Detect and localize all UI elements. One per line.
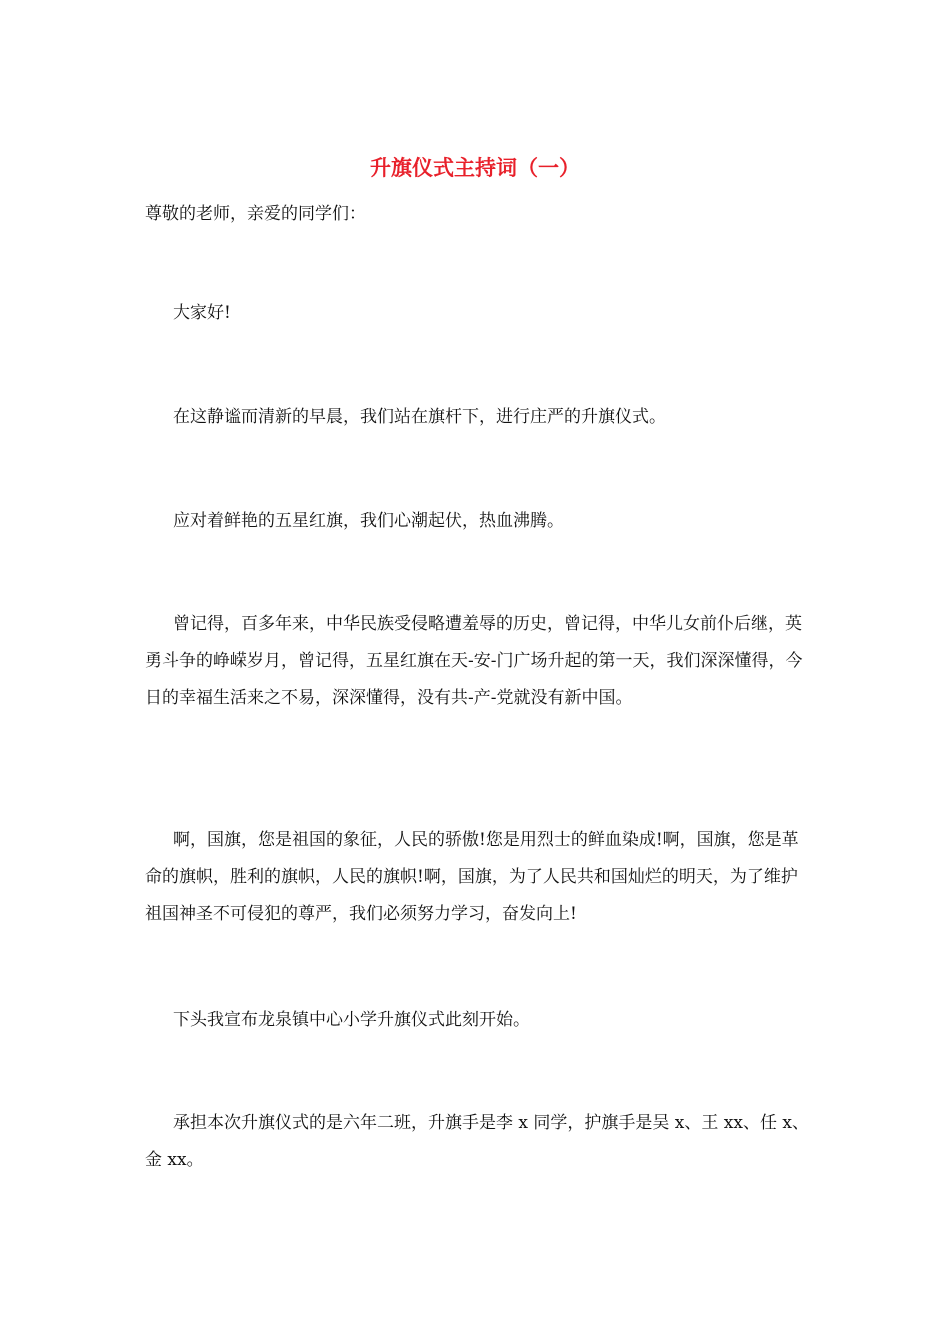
paragraph-ode: 啊，国旗，您是祖国的象征，人民的骄傲!您是用烈士的鲜血染成!啊，国旗，您是革命的旗帜，胜利的旗帜，人民的旗帜!啊，国旗，为了人民共和国灿烂的明天，为了维护祖国神圣不可侵犯的尊严，我们必须努力学习，奋发向上! bbox=[145, 830, 799, 924]
paragraph-greeting: 大家好! bbox=[173, 303, 231, 323]
document-title: 升旗仪式主持词（一） bbox=[370, 156, 580, 180]
paragraph-flag-team: 承担本次升旗仪式的是六年二班，升旗手是李 x 同学，护旗手是吴 x、王 xx、任 x、金 xx。 bbox=[145, 1113, 809, 1170]
paragraph-morning: 在这静谧而清新的早晨，我们站在旗杆下，进行庄严的升旗仪式。 bbox=[173, 407, 666, 427]
salutation: 尊敬的老师，亲爱的同学们： bbox=[145, 204, 366, 224]
paragraph-history: 曾记得，百多年来，中华民族受侵略遭羞辱的历史，曾记得，中华儿女前仆后继，英勇斗争的峥嵘岁月，曾记得，五星红旗在天-安-门广场升起的第一天，我们深深懂得，今日的幸福生活来之不易，深深懂得，没有共-产-党就没有新中国。 bbox=[145, 614, 803, 708]
paragraph-flag: 应对着鲜艳的五星红旗，我们心潮起伏，热血沸腾。 bbox=[173, 511, 564, 531]
paragraph-announcement: 下头我宣布龙泉镇中心小学升旗仪式此刻开始。 bbox=[173, 1010, 530, 1030]
